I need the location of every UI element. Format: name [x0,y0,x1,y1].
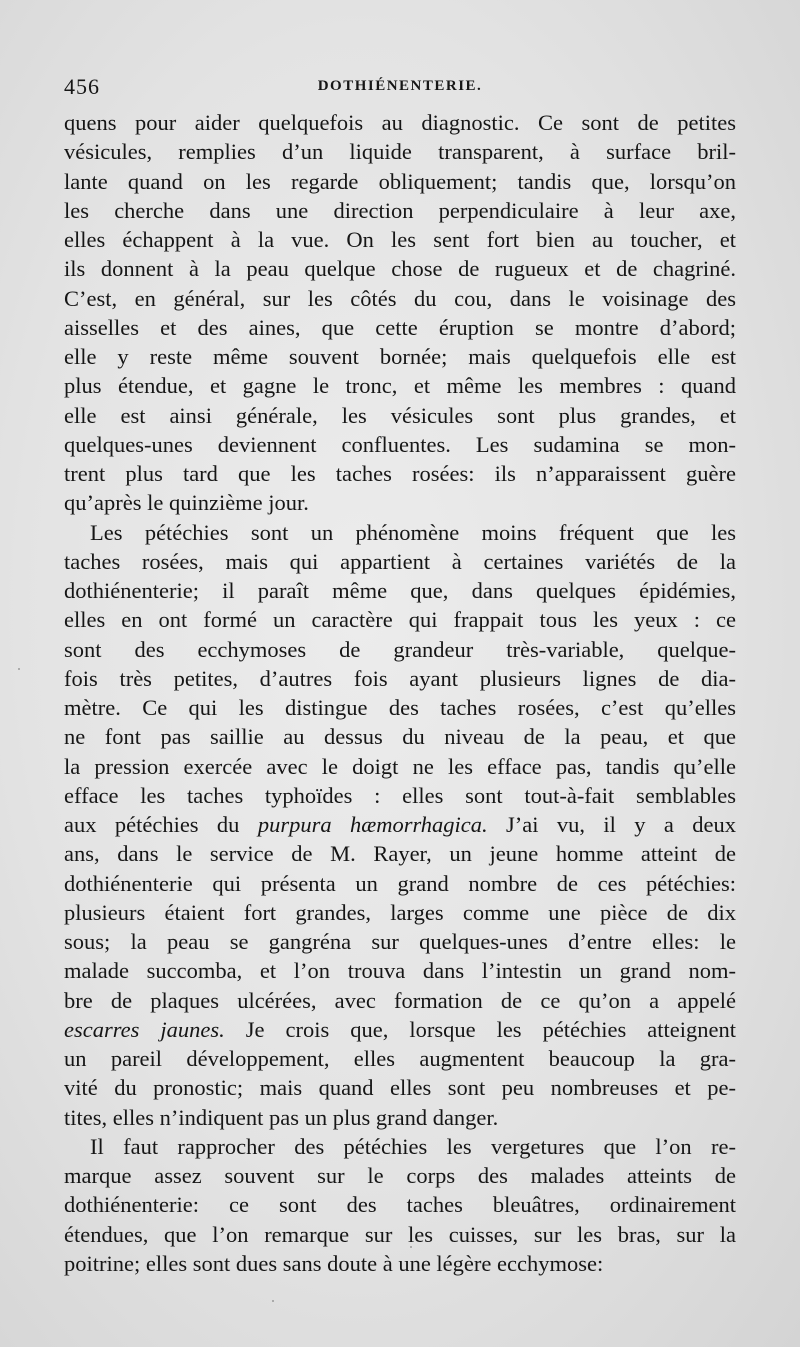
text-line: quens pour aider quelquefois au diagnostic. Ce sont de petites [64,110,736,135]
text-line: ils donnent à la peau quelque chose de rugueux et de chagriné. [64,256,736,282]
text-line: elles échappent à la vue. On les sent fort bien au toucher, et [64,227,736,252]
italic-term: purpura hæmorrhagica. [257,812,488,837]
text-line: efface les taches typhoïdes : elles sont tout-à-fait semblables [64,782,736,808]
paper-speck [18,668,20,670]
text-segment: J’ai vu, il y a deux [487,812,736,837]
text-line: ne font pas saillie au dessus du niveau de la peau, et que [64,724,736,750]
text-line: un pareil développement, elles augmentent beaucoup la gra- [64,1046,736,1071]
text-line: fois très petites, d’autres fois ayant plusieurs lignes de dia- [64,665,736,691]
text-line [64,810,736,839]
text-line: vésicules, remplies d’un liquide transparent, à surface bril- [64,139,736,165]
text-line: étendues, que l’on remarque sur les cuisses, sur les bras, sur la [64,1221,736,1247]
paper-speck [410,1246,412,1248]
page-header [64,74,736,102]
text-line: plus étendue, et gagne le tronc, et même les membres : quand [64,373,736,399]
text-line: lante quand on les regarde obliquement; tandis que, lorsqu’on [64,168,736,194]
text-line: sous; la peau se gangréna sur quelques-unes d’entre elles: le [64,929,736,954]
text-line: trent plus tard que les taches rosées: ils n’apparaissent guère [64,461,736,486]
text-line: taches rosées, mais qui appartient à certaines variétés de la [64,548,736,574]
text-line: les cherche dans une direction perpendiculaire à leur axe, [64,197,736,223]
text-line: aisselles et des aines, que cette éruption se montre d’abord; [64,314,736,340]
text-line: elle est ainsi générale, les vésicules sont plus grandes, et [64,402,736,428]
text-segment: Je crois que, lorsque les pétéchies atteignent [224,1016,736,1042]
text-line: qu’après le quinzième jour. [64,490,309,516]
text-line: marque assez souvent sur le corps des malades atteints de [64,1163,736,1188]
text-line: plusieurs étaient fort grandes, larges comme une pièce de dix [64,899,736,925]
text-segment: aux pétéchies du [64,812,258,837]
italic-term: escarres jaunes. [64,1016,225,1042]
text-line: tites, elles n’indiquent pas un plus grand danger. [64,1104,499,1130]
text-line: dothiénenterie: ce sont des taches bleuâtres, ordinairement [64,1192,736,1218]
text-line: bre de plaques ulcérées, avec formation de ce qu’on a appelé [64,987,736,1013]
text-line: elle y reste même souvent bornée; mais quelquefois elle est [64,344,736,369]
paper-speck [272,1300,274,1302]
running-head: DOTHIÉNENTERIE. [317,78,483,94]
text-line [64,1015,736,1044]
text-line: dothiénenterie; il paraît même que, dans quelques épidémies, [64,578,736,603]
text-line: elles en ont formé un caractère qui frappait tous les yeux : ce [64,607,736,633]
text-line: malade succomba, et l’on trouva dans l’intestin un grand nom- [64,958,736,984]
text-line: quelques-unes deviennent confluentes. Les sudamina se mon- [64,431,736,457]
text-line: mètre. Ce qui les distingue des taches rosées, c’est qu’elles [64,695,736,720]
text-line: vité du pronostic; mais quand elles sont peu nombreuses et pe- [64,1075,736,1101]
page-number: 456 [64,74,100,99]
text-line: poitrine; elles sont dues sans doute à une légère ecchymose: [64,1250,604,1276]
text-line: ans, dans le service de M. Rayer, un jeune homme atteint de [64,841,736,867]
text-line: Les pétéchies sont un phénomène moins fréquent que les [90,519,736,545]
text-line: sont des ecchymoses de grandeur très-variable, quelque- [64,636,736,662]
text-line: Il faut rapprocher des pétéchies les vergetures que l’on re- [90,1133,736,1159]
text-line: la pression exercée avec le doigt ne les efface pas, tandis qu’elle [64,753,736,779]
text-line: C’est, en général, sur les côtés du cou, dans le voisinage des [64,285,736,311]
body-text [64,108,736,1278]
text-line: dothiénenterie qui présenta un grand nombre de ces pétéchies: [64,870,736,896]
